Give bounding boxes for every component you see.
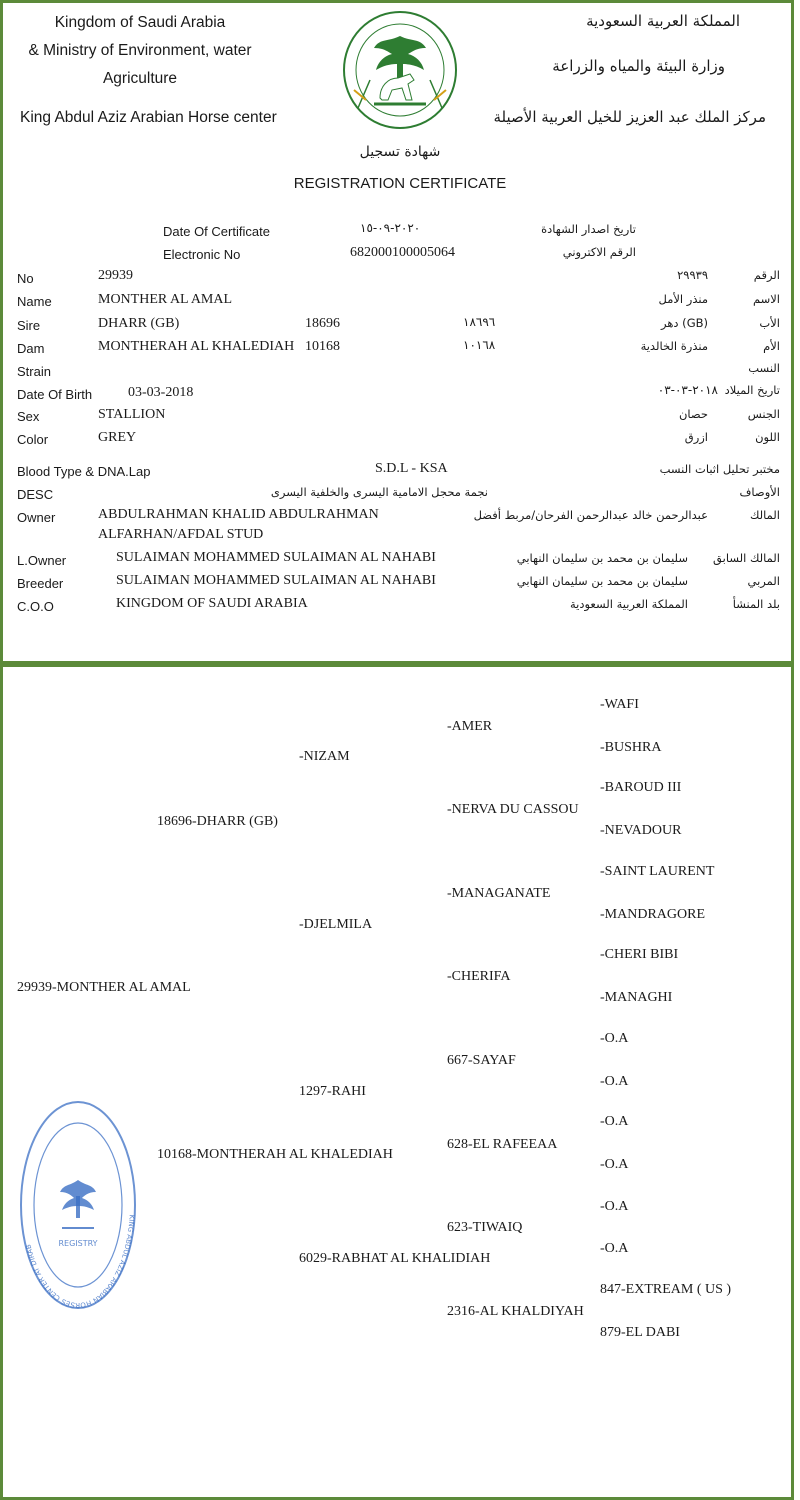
date-of-certificate-label-ar: تاريخ اصدار الشهادة (541, 222, 636, 236)
pedigree-g4-8: -MANAGHI (600, 990, 673, 1005)
pedigree-g4-7: -CHERI BIBI (600, 947, 679, 962)
pedigree-g2-3: 1297-RAHI (299, 1084, 366, 1099)
last-owner-value-ar: سليمان بن محمد بن سليمان النهابي (516, 551, 688, 565)
breeder-value-ar: سليمان بن محمد بن سليمان النهابي (516, 574, 688, 588)
stamp-registry-text: REGISTRY (58, 1239, 98, 1248)
no-label: No (17, 271, 34, 286)
dob-value-ar: ٢٠١٨-٠٣-٠٣ (657, 383, 718, 397)
electronic-no-label: Electronic No (163, 247, 241, 262)
dob-label-ar: تاريخ الميلاد (724, 383, 780, 397)
pedigree-g4-12: -O.A (600, 1157, 629, 1172)
header-ar-line2: وزارة البيئة والمياه والزراعة (552, 57, 725, 75)
strain-label: Strain (17, 364, 51, 379)
pedigree-g4-6: -MANDRAGORE (600, 907, 705, 922)
pedigree-g4-16: 879-EL DABI (600, 1325, 680, 1340)
pedigree-g2-4: 6029-RABHAT AL KHALIDIAH (299, 1251, 491, 1266)
pedigree-g4-1: -WAFI (600, 697, 639, 712)
sire-label: Sire (17, 318, 41, 333)
sex-label-ar: الجنس (747, 407, 780, 421)
dam-value-ar: منذرة الخالدية (640, 339, 708, 353)
breeder-label: Breeder (17, 576, 64, 591)
dob-label: Date Of Birth (17, 387, 93, 402)
coo-value-ar: المملكة العربية السعودية (570, 597, 688, 611)
header-en-line3: Agriculture (102, 70, 178, 87)
pedigree-g3-1: -AMER (447, 719, 493, 734)
pedigree-subject: 29939-MONTHER AL AMAL (17, 980, 191, 995)
name-label: Name (17, 294, 52, 309)
sex-label: Sex (17, 409, 40, 424)
owner-value-line1: ABDULRAHMAN KHALID ABDULRAHMAN (98, 507, 379, 522)
name-label-ar: الاسم (752, 292, 780, 306)
registry-seal-icon (18, 1100, 138, 1310)
pedigree-g4-13: -O.A (600, 1199, 629, 1214)
electronic-no-label-ar: الرقم الاكتروني (562, 245, 636, 259)
pedigree-g3-2: -NERVA DU CASSOU (447, 802, 579, 817)
dam-value: MONTHERAH AL KHALEDIAH (98, 339, 295, 354)
owner-label: Owner (17, 510, 56, 525)
no-value-ar: ٢٩٩٣٩ (677, 268, 708, 282)
name-value-ar: منذر الأمل (658, 292, 708, 306)
pedigree-g4-10: -O.A (600, 1074, 629, 1089)
pedigree-sire: 18696-DHARR (GB) (157, 814, 278, 829)
no-value: 29939 (98, 268, 133, 283)
pedigree-g4-14: -O.A (600, 1241, 629, 1256)
owner-value-line2: ALFARHAN/AFDAL STUD (98, 527, 264, 542)
date-of-certificate-value: ٢٠٢٠-٠٩-١٥ (360, 221, 421, 235)
sire-number-ar: ١٨٦٩٦ (463, 315, 496, 329)
desc-label: DESC (17, 487, 54, 502)
pedigree-g3-3: -MANAGANATE (447, 886, 551, 901)
pedigree-g2-2: -DJELMILA (299, 917, 373, 932)
horse-palm-emblem-icon (340, 8, 460, 148)
dam-label: Dam (17, 341, 45, 356)
blood-type-label-ar: مختبر تحليل اثبات النسب (659, 462, 780, 476)
pedigree-dam: 10168-MONTHERAH AL KHALEDIAH (157, 1147, 393, 1162)
coo-label: C.O.O (17, 599, 54, 614)
name-value: MONTHER AL AMAL (98, 292, 233, 307)
sex-value-ar: حصان (678, 407, 708, 421)
sex-value: STALLION (98, 407, 166, 422)
header-ar-line1: المملكة العربية السعودية (586, 12, 740, 30)
strain-label-ar: النسب (748, 361, 780, 375)
dam-number-ar: ١٠١٦٨ (463, 338, 496, 352)
blood-type-value: S.D.L - KSA (375, 461, 448, 476)
sire-label-ar: الأب (759, 316, 780, 330)
date-of-certificate-label: Date Of Certificate (163, 224, 270, 239)
pedigree-g3-7: 623-TIWAIQ (447, 1220, 523, 1235)
title-en: REGISTRATION CERTIFICATE (293, 175, 507, 192)
pedigree-g4-2: -BUSHRA (600, 740, 662, 755)
header-en-line2: & Ministry of Environment, water (28, 42, 252, 59)
desc-label-ar: الأوصاف (739, 485, 780, 499)
stamp-ring-text: KING ABDUL AZIZ ARABIAN HORSES CENTER AT DIRAB (24, 1214, 136, 1310)
last-owner-label-ar: المالك السابق (713, 551, 780, 565)
registry-stamp (18, 1100, 138, 1310)
color-value: GREY (98, 430, 137, 445)
pedigree-g3-6: 628-EL RAFEEAA (447, 1137, 558, 1152)
sire-value: DHARR (GB) (98, 316, 180, 331)
no-label-ar: الرقم (753, 268, 780, 282)
header-en-line4: King Abdul Aziz Arabian Horse center (20, 109, 277, 126)
color-label: Color (17, 432, 49, 447)
ministry-logo (340, 8, 460, 148)
coo-label-ar: بلد المنشأ (732, 597, 780, 611)
pedigree-g3-4: -CHERIFA (447, 969, 511, 984)
title-ar: شهادة تسجيل (359, 144, 441, 160)
color-value-ar: ازرق (684, 430, 708, 444)
desc-value-ar: نجمة محجل الامامية اليسرى والخلفية اليسرى (270, 485, 488, 499)
sire-number: 18696 (305, 316, 340, 331)
last-owner-value: SULAIMAN MOHAMMED SULAIMAN AL NAHABI (116, 550, 436, 565)
coo-value: KINGDOM OF SAUDI ARABIA (116, 596, 308, 611)
pedigree-g2-1: -NIZAM (299, 749, 350, 764)
electronic-no-value: 682000100005064 (350, 245, 455, 260)
pedigree-g4-9: -O.A (600, 1031, 629, 1046)
last-owner-label: L.Owner (17, 553, 67, 568)
color-label-ar: اللون (755, 430, 780, 444)
owner-label-ar: المالك (749, 508, 780, 522)
owner-value-ar: عبدالرحمن خالد عبدالرحمن الفرحان/مربط أفضل (473, 508, 708, 522)
dam-number: 10168 (305, 339, 340, 354)
pedigree-g4-3: -BAROUD III (600, 780, 682, 795)
breeder-label-ar: المربي (747, 574, 780, 588)
breeder-value: SULAIMAN MOHAMMED SULAIMAN AL NAHABI (116, 573, 436, 588)
dob-value: 03-03-2018 (128, 385, 194, 400)
header-en-line1: Kingdom of Saudi Arabia (54, 14, 226, 31)
pedigree-g4-15: 847-EXTREAM ( US ) (600, 1282, 732, 1297)
pedigree-g3-5: 667-SAYAF (447, 1053, 516, 1068)
sire-value-ar: (GB) دهر (661, 316, 708, 330)
header-ar-line3: مركز الملك عبد العزيز للخيل العربية الأصيلة (493, 108, 766, 126)
pedigree-g4-11: -O.A (600, 1114, 629, 1129)
pedigree-g3-8: 2316-AL KHALDIYAH (447, 1304, 584, 1319)
pedigree-g4-5: -SAINT LAURENT (600, 864, 715, 879)
blood-type-label: Blood Type & DNA.Lap (17, 464, 151, 479)
dam-label-ar: الأم (763, 339, 780, 353)
pedigree-g4-4: -NEVADOUR (600, 823, 682, 838)
